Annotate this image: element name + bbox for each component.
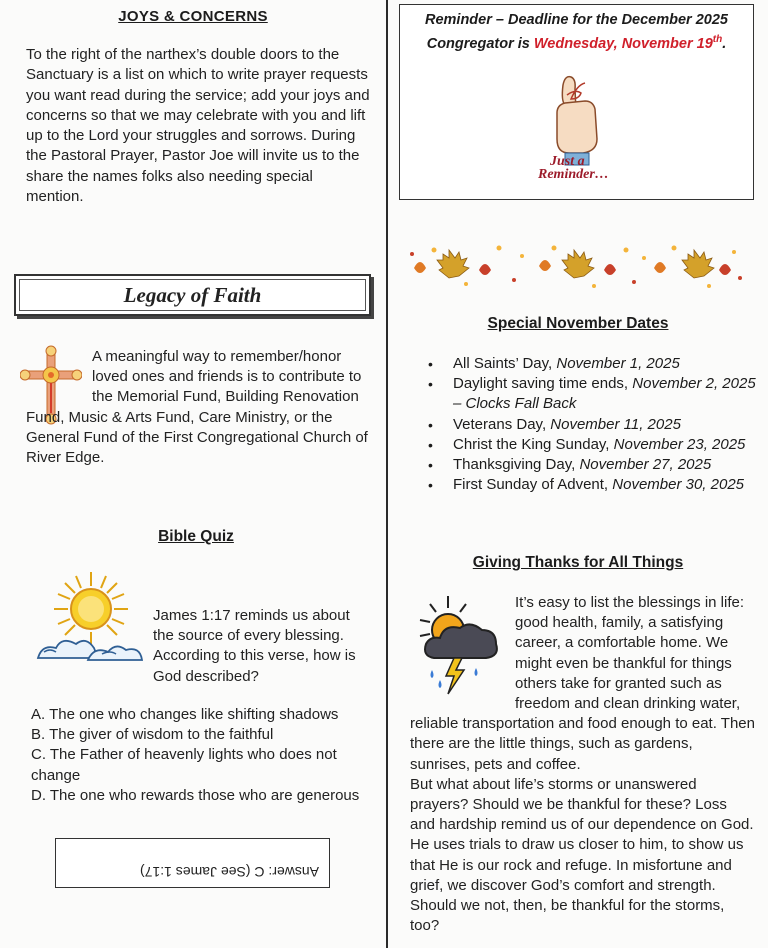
quiz-option-d: D. The one who rewards those who are generous — [31, 786, 360, 804]
list-item: • First Sunday of Advent, November 30, 2025 — [428, 475, 758, 495]
quiz-option-c: C. The Father of heavenly lights who does not change — [31, 746, 337, 784]
autumn-leaves-border — [404, 238, 744, 293]
deadline-reminder-box — [399, 4, 754, 200]
special-november-dates-heading: Special November Dates — [487, 315, 669, 332]
quiz-answer-box — [55, 838, 330, 888]
list-item: • Veterans Day, November 11, 2025 — [428, 415, 758, 435]
joys-concerns-heading: JOYS & CONCERNS — [118, 8, 268, 25]
column-divider — [386, 0, 388, 948]
quiz-answer-upside-down: Answer: C (See James 1:17) — [140, 864, 319, 880]
giving-thanks-heading: Giving Thanks for All Things — [472, 554, 684, 571]
list-item: • Christ the King Sunday, November 23, 2025 — [428, 435, 758, 455]
thanks-text-wrapped: It’s easy to list the blessings in life: good health, family, a satisfying career, a comfortable home. We might even be thankful for things others take for granted such as freedom and clean drinking water, — [515, 594, 744, 713]
reminder-line-1: Reminder – Deadline for the December 2025 — [424, 12, 728, 28]
quiz-option-b: B. The giver of wisdom to the faithful — [31, 726, 274, 744]
legacy-text-wrapped: A meaningful way to remember/honor loved ones and friends is to contribute to the Memorial Fund, Building Renovation — [92, 348, 362, 406]
just-a-reminder-lettering: Just a Reminder… — [538, 154, 609, 182]
deadline-reminder-text — [400, 10, 753, 54]
legacy-of-faith-banner — [14, 274, 371, 316]
legacy-of-faith-text — [26, 347, 371, 468]
quiz-options — [31, 705, 371, 806]
sun-clouds-icon — [36, 570, 146, 670]
legacy-text-full: Fund, Music & Arts Fund, Care Ministry, or the General Fund of the First Congregational Church of River Edge. — [26, 408, 368, 467]
list-item: • All Saints’ Day, November 1, 2025 — [428, 354, 758, 374]
quiz-option-a: A. The one who changes like shifting shadows — [31, 706, 339, 723]
november-dates-list — [428, 354, 758, 495]
legacy-of-faith-heading: Legacy of Faith — [123, 282, 262, 307]
bible-quiz-heading: Bible Quiz — [158, 528, 234, 545]
leaf-row — [410, 246, 742, 289]
giving-thanks-text — [410, 593, 756, 936]
joys-concerns-text: To the right of the narthex’s double doors to the Sanctuary is a list on which to write prayer requests you want read during the service; add your joys and concerns so that we may celebrate with you and lift up to the Lord your struggles and sorrows. During the Pastoral Prayer, Pastor Joe will invite us to the share the names folks also needing special mention. — [26, 46, 370, 206]
thanks-text-part-1: reliable transportation and food enough to eat. Then there are the little things, such as gardens, sunrises, pets and coffee. — [410, 715, 755, 773]
thanks-text-part-2: But what about life’s storms or unanswered prayers? Should we be thankful for these? Loss and hardship remind us of our dependence on God. He uses trials to draw us closer to him, to show us that He is our rock and refuge. In misfortune and grief, we discover God’s comfort and strength. Should we not, then, be thankful for the storms, too? — [410, 775, 754, 935]
reminder-line-2: Congregator is Wednesday, November 19th. — [426, 34, 727, 52]
quiz-question: James 1:17 reminds us about the source of every blessing. According to this verse, how is God described? — [153, 607, 356, 685]
list-item: • Thanksgiving Day, November 27, 2025 — [428, 455, 758, 475]
list-item: • Daylight saving time ends, November 2, 2025 – Clocks Fall Back — [428, 374, 758, 414]
reminder-deadline-date: Wednesday, November 19th — [533, 34, 723, 52]
